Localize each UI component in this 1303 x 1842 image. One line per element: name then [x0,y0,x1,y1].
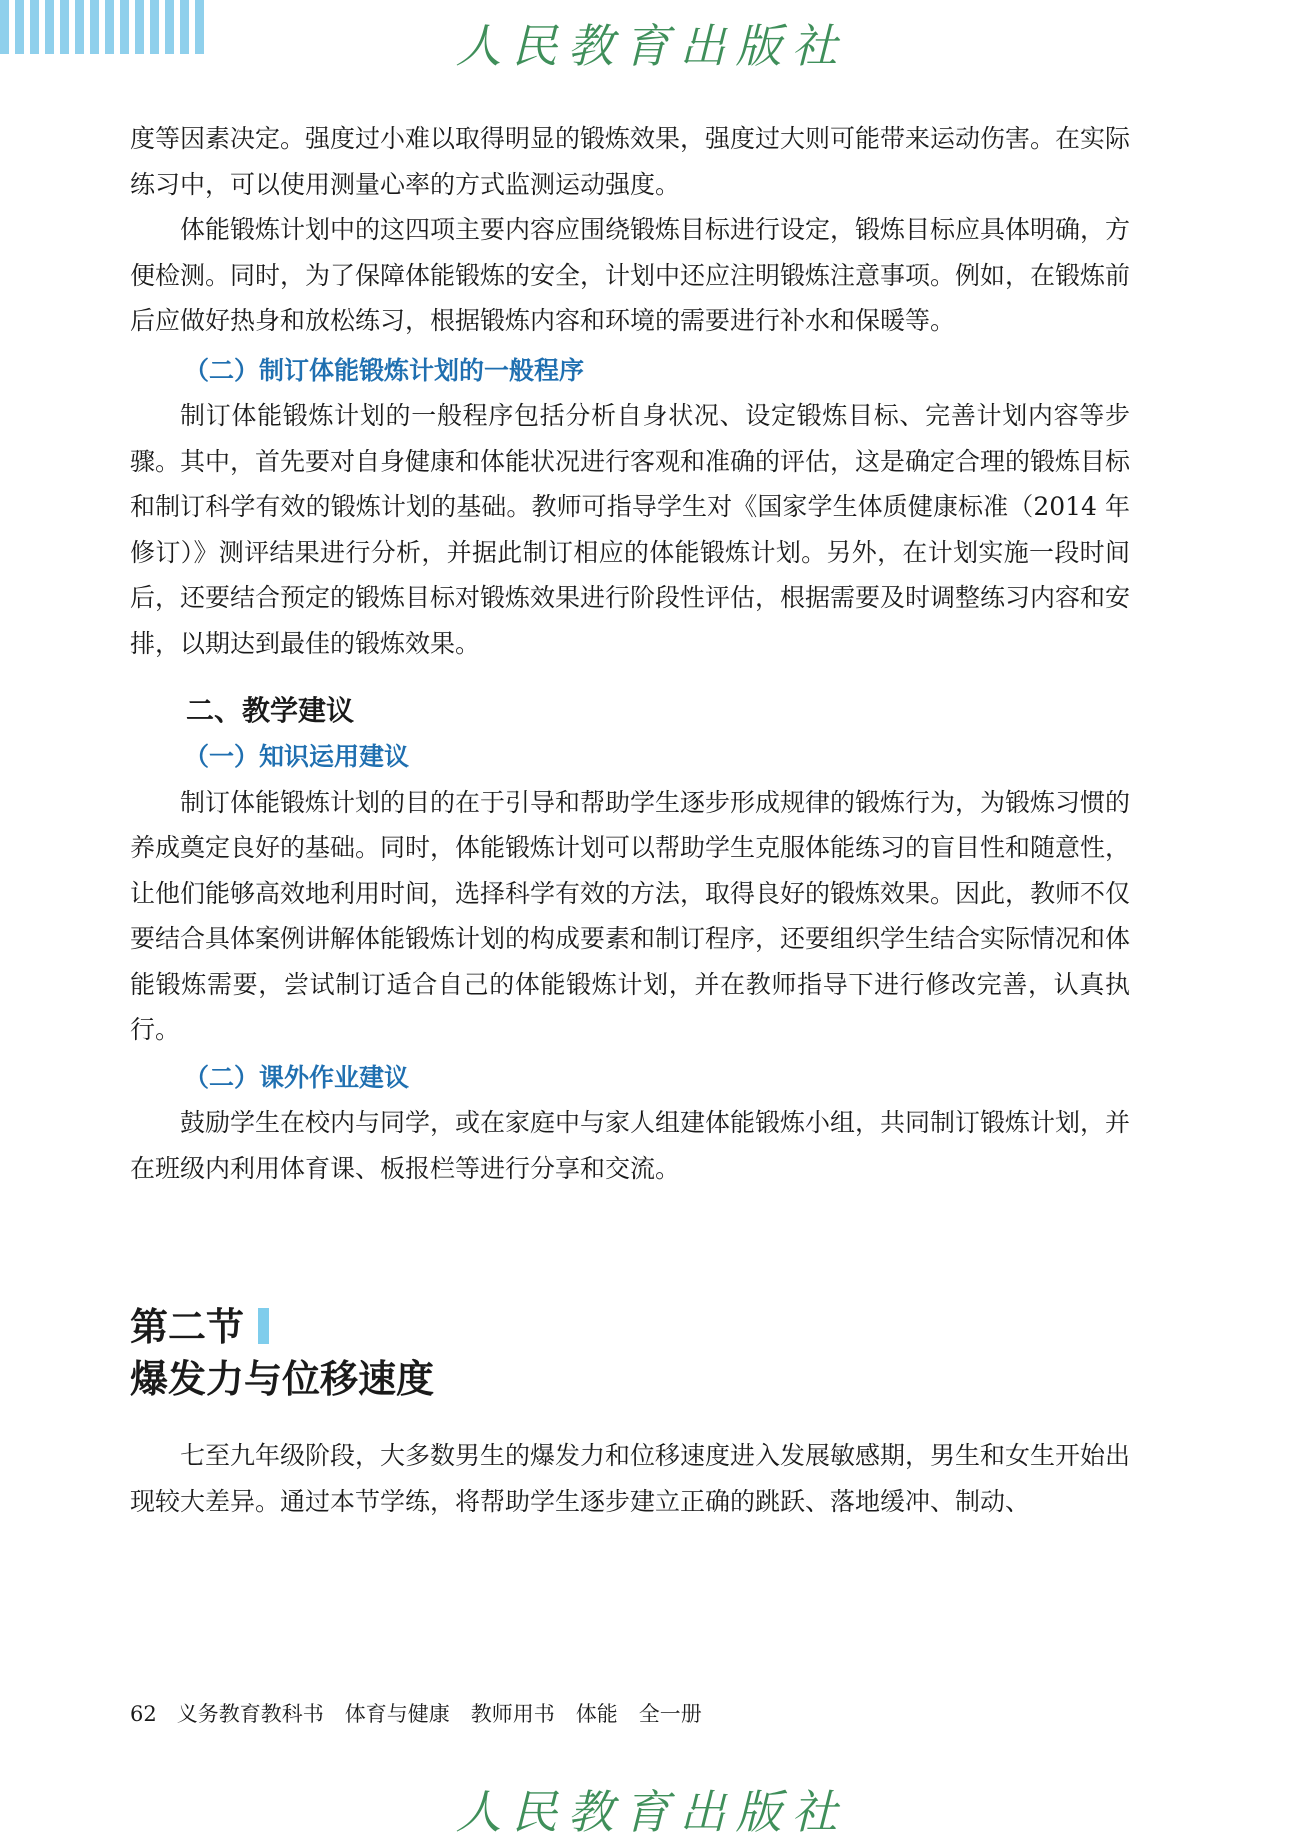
publisher-logo-top: 人民教育出版社 [455,19,848,73]
book-info: 义务教育教科书 体育与健康 教师用书 体能 全一册 [176,1702,702,1726]
paragraph-knowledge: 制订体能锻炼计划的目的在于引导和帮助学生逐步形成规律的锻炼行为，为锻炼习惯的养成奠定良好的基础。同时，体能锻炼计划可以帮助学生克服体能练习的盲目性和随意性，让他们能够高效地利用时间，选择科学有效的方法，取得良好的锻炼效果。因此，教师不仅要结合具体案例讲解体能锻炼计划的构成要素和制订程序，还要组织学生结合实际情况和体能锻炼需要，尝试制订适合自己的体能锻炼计划，并在教师指导下进行修改完善，认真执行。 [130,787,1131,1044]
section-title-bar-decoration [258,1308,269,1344]
paragraph-procedure: 制订体能锻炼计划的一般程序包括分析自身状况、设定锻炼目标、完善计划内容等步骤。其中，首先要对自身健康和体能状况进行客观和准确的评估，这是确定合理的锻炼目标和制订科学有效的锻炼计划的基础。教师可指导学生对《国家学生体质健康标准（2014 年修订）》测评结果进行分析，并据此制订相应的体能锻炼计划。另外，在计划实施一段时间后，还要结合预定的锻炼目标对锻炼效果进行阶段性评估，根据需要及时调整练习内容和安排，以期达到最佳的锻炼效果。 [130,401,1131,658]
paragraph-continued: 度等因素决定。强度过小难以取得明显的锻炼效果，强度过大则可能带来运动伤害。在实际练习中，可以使用测量心率的方式监测运动强度。 [130,124,1131,199]
section-name-title: 爆发力与位移速度 [130,1357,435,1401]
publisher-logo-bottom: 人民教育出版社 [455,1785,848,1839]
page-body [130,116,1130,1524]
section-heading-teaching-suggestions: 二、教学建议 [186,694,355,727]
section-number-title: 第二节 [130,1301,1130,1353]
subsection-heading-homework: （二）课外作业建议 [184,1062,410,1092]
paragraph-section-intro: 七至九年级阶段，大多数男生的爆发力和位移速度进入发展敏感期，男生和女生开始出现较大差异。通过本节学练，将帮助学生逐步建立正确的跳跃、落地缓冲、制动、 [130,1441,1131,1516]
paragraph-homework: 鼓励学生在校内与同学，或在家庭中与家人组建体能锻炼小组，共同制订锻炼计划，并在班级内利用体育课、板报栏等进行分享和交流。 [130,1108,1131,1183]
subsection-heading-procedure: （二）制订体能锻炼计划的一般程序 [184,355,585,385]
paragraph-plan-content: 体能锻炼计划中的这四项主要内容应围绕锻炼目标进行设定，锻炼目标应具体明确，方便检测。同时，为了保障体能锻炼的安全，计划中还应注明锻炼注意事项。例如，在锻炼前后应做好热身和放松练习，根据锻炼内容和环境的需要进行补水和保暖等。 [130,215,1131,335]
page-number: 62 [130,1702,157,1726]
subsection-heading-knowledge: （一）知识运用建议 [184,742,410,771]
page-footer [130,1698,702,1728]
